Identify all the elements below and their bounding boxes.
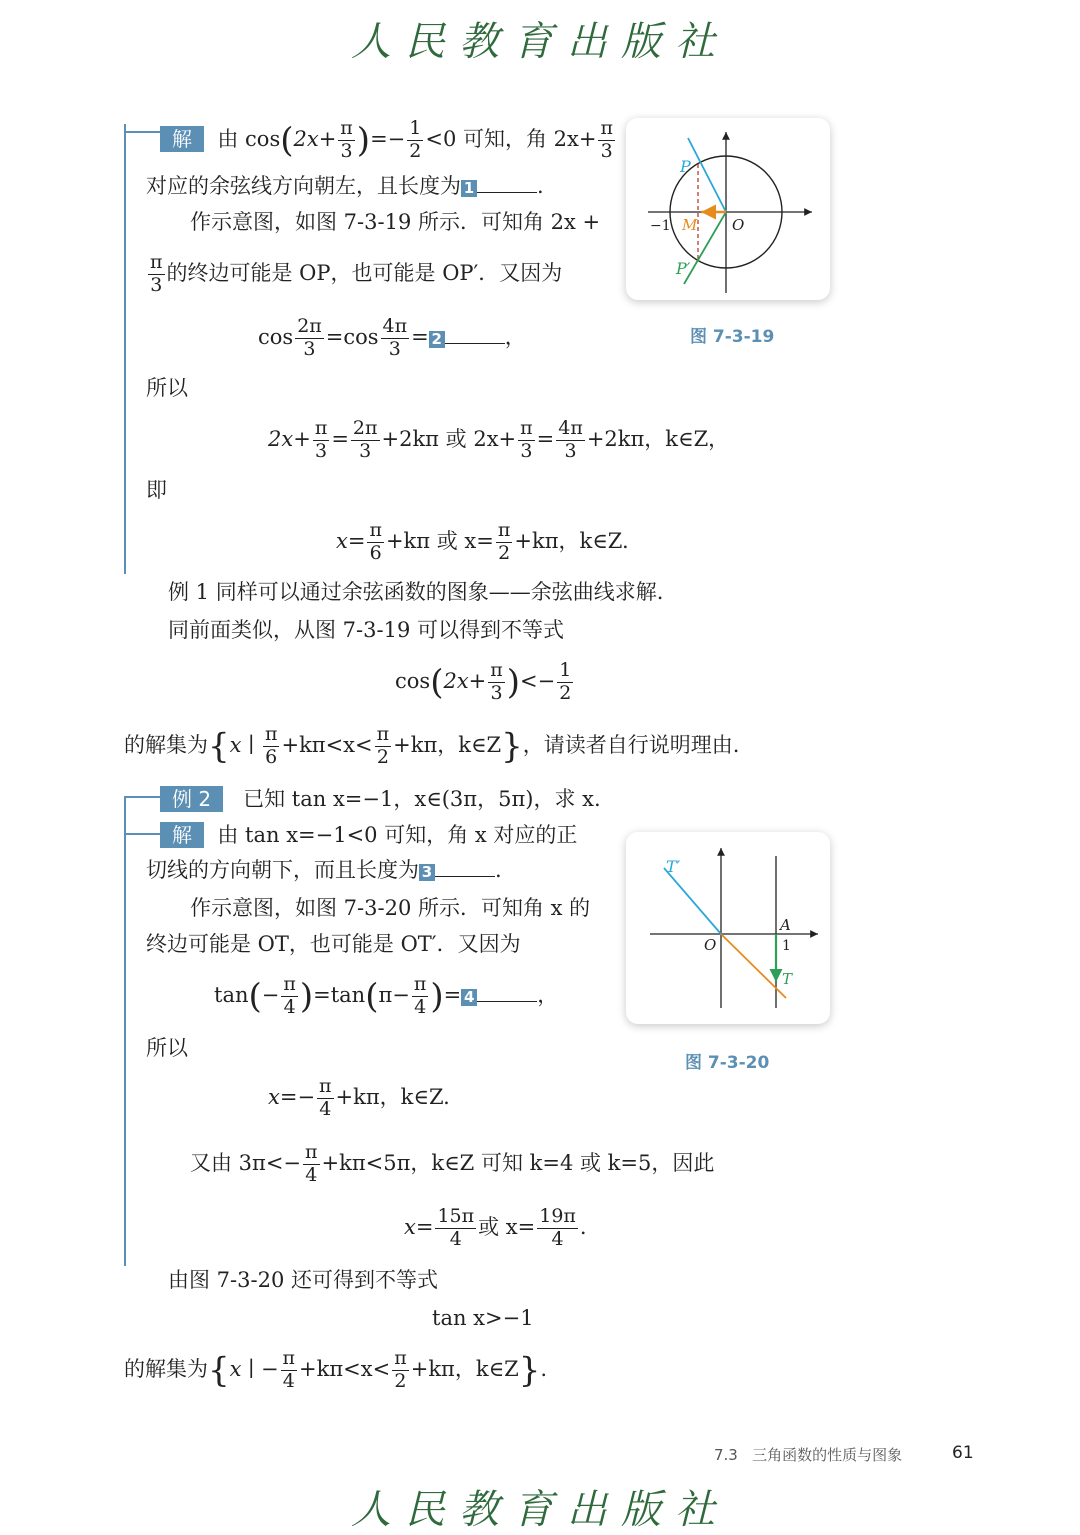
- terminal-side-OT-prime: [664, 868, 721, 934]
- label-neg1: −1: [650, 218, 671, 234]
- label-T-prime: T′: [666, 857, 681, 876]
- fraction: $\frac{\pi}{4}$: [282, 1347, 296, 1392]
- fraction: $\frac{\pi}{3}$: [600, 117, 613, 162]
- solution1-line4: [146, 252, 562, 297]
- fraction: $\frac{\pi}{3}$: [314, 417, 328, 462]
- text-run: 已知 tan x=−1，x∈(3π，5π)，求 x.: [243, 787, 601, 811]
- tangent-line-diagram: [626, 832, 830, 1024]
- label-T: T: [782, 970, 793, 988]
- fraction: $\frac{\pi}{6}$: [264, 723, 278, 768]
- solution2-line4: 终边可能是 OT，也可能是 OT′．又因为: [146, 932, 521, 956]
- fraction: $\frac{\pi}{4}$: [413, 973, 427, 1018]
- fraction: $\frac{4\pi}{3}$: [382, 315, 408, 360]
- label-O: O: [732, 216, 745, 234]
- fraction: $\frac{\pi}{4}$: [319, 1075, 332, 1120]
- fraction: $\frac{1}{2}$: [409, 117, 422, 162]
- solution2-line1: [160, 822, 577, 848]
- paragraph: 例 1 同样可以通过余弦函数的图象——余弦曲线求解.: [168, 580, 664, 604]
- solution2-bracket-tick: [124, 833, 160, 835]
- fraction: $\frac{15\pi}{4}$: [437, 1205, 475, 1250]
- example2-line: [160, 786, 601, 812]
- fraction: $\frac{1}{2}$: [559, 659, 572, 704]
- fraction: $\frac{2\pi}{3}$: [352, 417, 378, 462]
- blank-number: 3: [419, 864, 435, 881]
- solution1-line2: 对应的余弦线方向朝左，且长度为 1 .: [146, 174, 544, 198]
- answer-blank[interactable]: [477, 192, 537, 193]
- label-M: M: [682, 216, 698, 234]
- solution-set: 的解集为{x ∣ − $\frac{\pi}{4}$ +kπ<x< $\frac{\pi}{2}$ +kπ，k∈Z}.: [124, 1347, 548, 1392]
- publisher-logo-top: 人民教育出版社: [351, 19, 729, 65]
- page-number: 61: [952, 1443, 974, 1463]
- solution2-suoyi: 所以: [146, 1036, 188, 1060]
- fraction: $\frac{19\pi}{4}$: [539, 1205, 576, 1250]
- blank-number: 1: [461, 180, 477, 197]
- text-run: <0 可知，角 2x+: [425, 126, 597, 151]
- label-P: P: [680, 157, 691, 176]
- text-run: 对应的余弦线方向朝左，且长度为: [146, 174, 461, 198]
- terminal-side-OP: [688, 138, 726, 212]
- solution2-line2: 切线的方向朝下，而且长度为 3 .: [146, 858, 502, 882]
- text-run: 的终边可能是 OP，也可能是 OP′．又因为: [166, 260, 563, 285]
- text-run: 由 tan x=−1<0 可知，角 x 对应的正: [217, 823, 578, 847]
- solution2-equation2: x=− $\frac{\pi}{4}$ +kπ，k∈Z.: [268, 1075, 450, 1120]
- fraction: $\frac{\pi}{6}$: [369, 519, 382, 564]
- solution1-bracket-tick: [124, 131, 160, 133]
- inequality: cos(2x+ $\frac{\pi}{3}$ )<− $\frac{1}{2}$: [395, 659, 572, 704]
- solution-set: 的解集为{x ∣ $\frac{\pi}{6}$ +kπ<x< $\frac{\pi}{2}$ +kπ，k∈Z}，请读者自行说明理由.: [124, 723, 740, 768]
- figure-7-3-20: [626, 832, 830, 1024]
- solution-tag: 解: [160, 126, 204, 152]
- text-run: =−: [370, 126, 406, 151]
- solution1-equation2: 2x+ $\frac{\pi}{3}$ = $\frac{2\pi}{3}$ +2kπ 或 2x+ $\frac{\pi}{3}$ = $\frac{4\pi}{3}$ +2kπ，k∈Z，: [268, 417, 730, 462]
- fraction: $\frac{\pi}{4}$: [283, 973, 296, 1018]
- example-tag: 例 2: [160, 786, 223, 812]
- fraction: $\frac{2\pi}{3}$: [297, 315, 322, 360]
- publisher-logo-bottom: 人民教育出版社: [351, 1487, 729, 1533]
- label-A: A: [780, 916, 791, 934]
- solution2-equation3: x= $\frac{15\pi}{4}$ 或 x= $\frac{19\pi}{4}$ .: [404, 1205, 587, 1250]
- solution1-ji: 即: [146, 478, 167, 502]
- text-run: 由 cos: [217, 126, 281, 151]
- solution2-equation1: tan(− $\frac{\pi}{4}$ )=tan(π− $\frac{\pi}{4}$ )= 4 ，: [214, 973, 559, 1018]
- label-P-prime: P′: [676, 259, 691, 278]
- solution-tag: 解: [160, 822, 204, 848]
- blank-number: 4: [461, 989, 477, 1006]
- text-run: 切线的方向朝下，而且长度为: [146, 858, 419, 882]
- paragraph: 同前面类似，从图 7-3-19 可以得到不等式: [168, 618, 564, 642]
- fraction: $\frac{\pi}{2}$: [376, 723, 390, 768]
- answer-blank[interactable]: [477, 1001, 537, 1002]
- figure-caption: 图 7-3-20: [685, 1053, 770, 1073]
- figure-caption: 图 7-3-19: [690, 327, 775, 347]
- text-run: 2x+: [293, 126, 337, 151]
- fraction: $\frac{\pi}{3}$: [520, 417, 533, 462]
- label-O: O: [704, 936, 717, 954]
- fraction: $\frac{\pi}{2}$: [497, 519, 511, 564]
- solution1-line3: 作示意图，如图 7-3-19 所示．可知角 2x +: [190, 210, 601, 234]
- solution1-equation3: x= $\frac{\pi}{6}$ +kπ 或 x= $\frac{\pi}{2}$ +kπ，k∈Z.: [336, 519, 629, 564]
- fraction: $\frac{\pi}{3}$: [150, 251, 163, 296]
- solution1-equation1: cos $\frac{2\pi}{3}$ =cos $\frac{4\pi}{3}$ = 2 ，: [258, 315, 526, 360]
- fraction: $\frac{\pi}{2}$: [394, 1347, 407, 1392]
- solution2-line3: 作示意图，如图 7-3-20 所示．可知角 x 的: [190, 896, 591, 920]
- footer-section: 7.3 三角函数的性质与图象: [714, 1446, 903, 1464]
- figure-7-3-19: [626, 118, 830, 300]
- answer-blank[interactable]: [435, 876, 495, 877]
- fraction: $\frac{\pi}{3}$: [340, 117, 353, 162]
- inequality: tan x>−1: [432, 1306, 534, 1330]
- paragraph: 由图 7-3-20 还可得到不等式: [168, 1268, 438, 1292]
- answer-blank[interactable]: [445, 343, 505, 344]
- solution2-paragraph: 又由 3π<− $\frac{\pi}{4}$ +kπ<5π，k∈Z 可知 k=4 或 k=5，因此: [190, 1141, 715, 1186]
- fraction: $\frac{\pi}{4}$: [305, 1141, 318, 1186]
- solution1-suoyi: 所以: [146, 376, 188, 400]
- unit-circle-diagram: [626, 118, 830, 300]
- solution1-bracket: [124, 124, 126, 574]
- example2-bracket-tick: [124, 796, 160, 798]
- label-1: 1: [782, 938, 791, 954]
- blank-number: 2: [429, 331, 445, 348]
- fraction: $\frac{4\pi}{3}$: [558, 417, 583, 462]
- example2-bracket: [124, 796, 126, 1266]
- fraction: $\frac{\pi}{3}$: [490, 659, 503, 704]
- solution1-line1: 解 由 cos(2x+ $\frac{\pi}{3}$ )=− $\frac{1}{2}$ <0 可知，角 2x+ $\frac{\pi}{3}$: [160, 118, 617, 163]
